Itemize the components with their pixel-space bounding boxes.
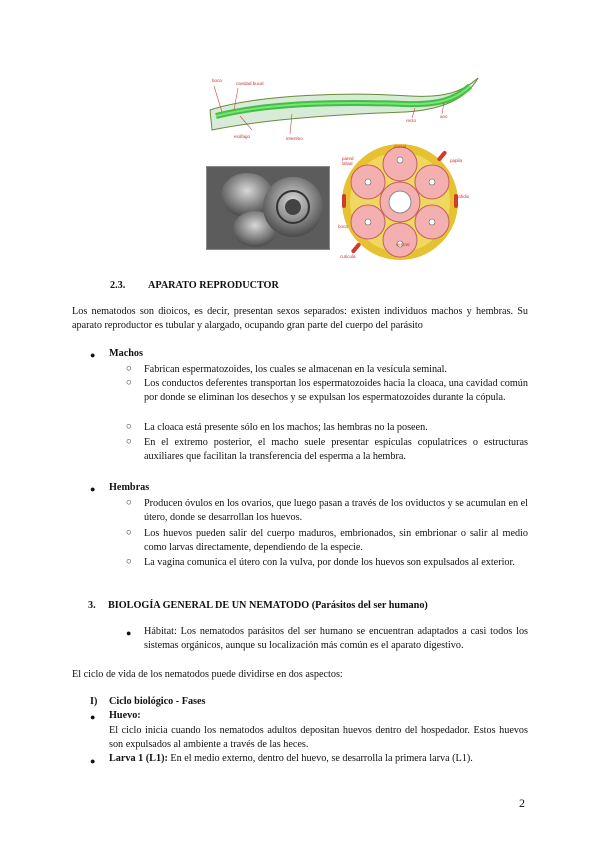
figure [200,72,480,268]
machos-item: Fabrican espermatozoides, los cuales se almacenan en la vesícula seminal. [144,364,447,375]
section-title: APARATO REPRODUCTOR [148,280,279,291]
circle-bullet: ○ [126,378,132,388]
section-title: BIOLOGÍA GENERAL DE UN NEMATODO (Parásitos del ser humano) [108,600,428,611]
label-recto: recto [406,118,417,123]
machos-label: Machos [109,348,143,359]
huevo-paragraph: El ciclo inicia cuando los nematodos adultos depositan huevos dentro del hospedador. Estos huevos son expulsados al ambiente a través de las heces. [109,725,528,751]
machos-item: En el extremo posterior, el macho suele presentar espículas copulatrices o estructuras auxiliares que facilitan la transferencia del esperma a la hembra. [144,437,528,463]
machos-item: La cloaca está presente sólo en los machos; las hembras no la poseen. [144,422,428,433]
bullet: ● [90,756,96,766]
circle-bullet: ○ [126,422,132,432]
subsection-heading [90,696,206,707]
bullet: ● [90,712,96,722]
hembras-label: Hembras [109,482,150,493]
section-number: 2.3. [110,280,126,291]
label-dorsal: dorsal [394,144,407,149]
label-boca-section: boca [338,224,348,229]
bullet: ● [90,484,96,494]
section-3-heading [88,600,428,611]
label-pared-labial: pared labial [342,156,354,166]
label-boca: boca [212,78,222,83]
label-cuticula: cutícula [340,254,356,259]
section-number: 3. [88,600,96,611]
larva-line [109,753,473,764]
habitat-paragraph: Hábitat: Los nematodos parásitos del ser humano se encuentran adaptados a casi todos los sistemas orgánicos, aunque su localización más común es el aparato digestivo. [144,626,528,652]
subsection-title: Ciclo biológico - Fases [109,696,206,707]
label-cavidad-bucal: cavidad bucal [236,81,264,86]
cycle-intro: El ciclo de vida de los nematodos puede dividirse en dos aspectos: [72,669,343,680]
sem-photo [206,166,330,250]
label-intestino: intestino [286,136,303,141]
circle-bullet: ○ [126,557,132,567]
circle-bullet: ○ [126,364,132,374]
huevo-label: Huevo: [109,710,141,721]
hembras-item: Producen óvulos en los ovarios, que luego pasan a través de los oviductos y se acumulan en el útero, donde se desarrollan los huevos. [144,498,528,524]
circle-bullet: ○ [126,528,132,538]
larva-text: En el medio externo, dentro del huevo, se desarrolla la primera larva (L1). [170,753,473,764]
label-papila: papila [450,158,463,163]
label-placa: placa [432,144,443,149]
hembras-item: Los huevos pueden salir del cuerpo maduros, embrionados, sin embrionar o salir al medio como larvas directamente, dependiendo de la especie. [144,528,528,554]
larva-label: Larva 1 (L1): [109,753,168,764]
circle-bullet: ○ [126,437,132,447]
circle-bullet: ○ [126,498,132,508]
hembras-item: La vagina comunica el útero con la vulva, por donde los huevos son expulsados al exterior. [144,557,515,568]
subsection-number: I) [90,696,98,707]
label-ano: ano [440,114,448,119]
machos-item: Los conductos deferentes transportan los espermatozoides hacia la cloaca, una cavidad común por donde se eliminan los desechos y se expulsan los espermatozoides durante la cópula. [144,378,528,404]
bullet: ● [126,628,132,638]
label-ventral: ventral [396,242,410,247]
label-anfidio: anfidio [456,194,470,199]
page-number: 2 [519,796,525,810]
label-esofago: esófago [234,134,251,139]
section-2-3-heading [110,280,279,291]
intro-paragraph: Los nematodos son dioicos, es decir, presentan sexos separados: existen individuos machos y hembras. Su aparato reproductor es tubular y alargado, ocupando gran parte del cuerpo del parásito [72,306,528,332]
bullet: ● [90,350,96,360]
